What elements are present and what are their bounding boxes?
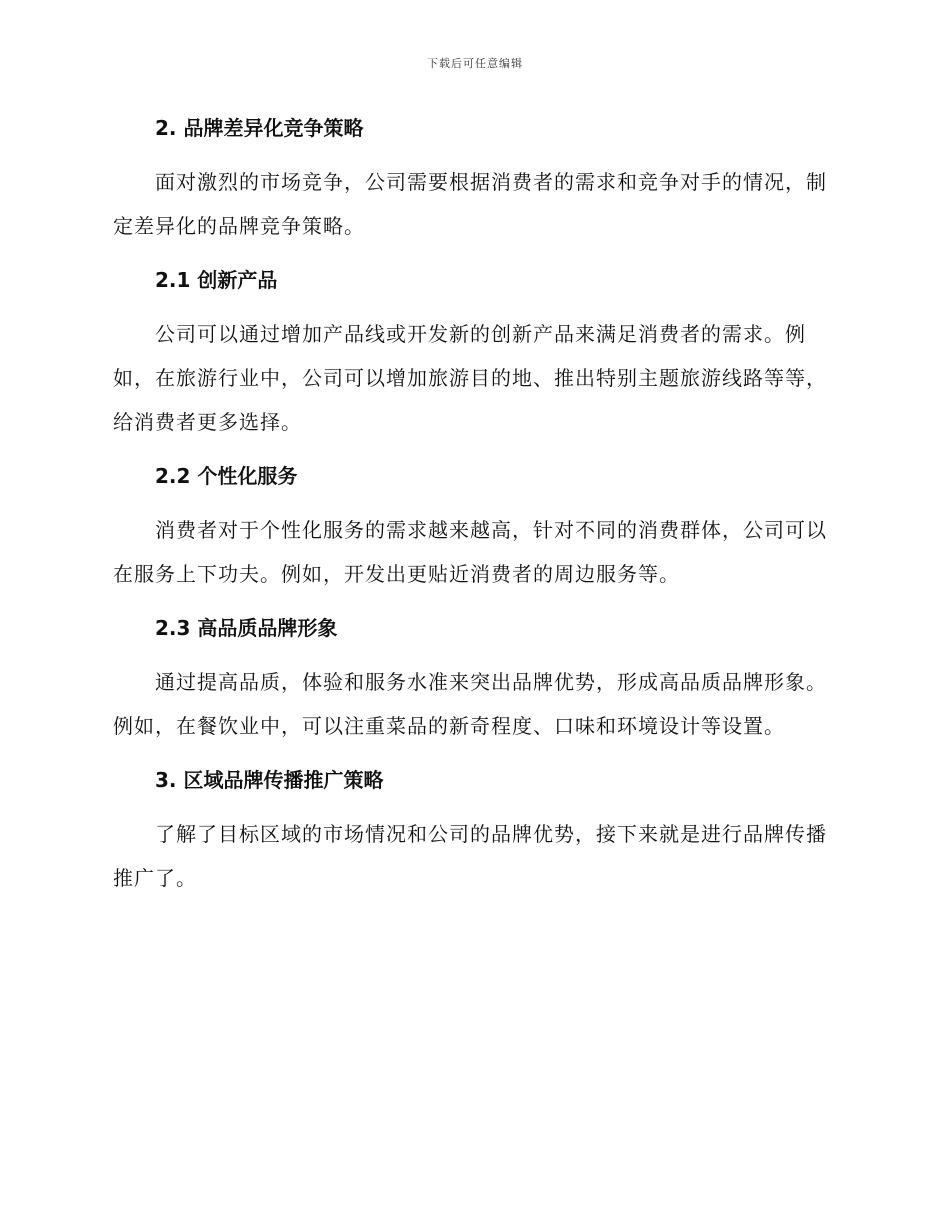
header-note: 下载后可任意编辑 — [427, 57, 523, 70]
section-body-3: 了解了目标区域的市场情况和公司的品牌优势，接下来就是进行品牌传播推广了。 — [113, 822, 827, 890]
section-heading-2-2: 2.2 个性化服务 — [155, 464, 298, 488]
section-heading-3: 3. 区域品牌传播推广策略 — [155, 768, 384, 792]
section-body-2-1: 公司可以通过增加产品线或开发新的创新产品来满足消费者的需求。例如，在旅游行业中，公司可以增加旅游目的地、推出特别主题旅游线路等等，给消费者更多选择。 — [113, 322, 827, 434]
section-heading-2-3: 2.3 高品质品牌形象 — [155, 616, 338, 640]
document-content — [113, 110, 833, 900]
section-body-2-3: 通过提高品质，体验和服务水准来突出品牌优势，形成高品质品牌形象。例如，在餐饮业中，可以注重菜品的新奇程度、口味和环境设计等设置。 — [113, 670, 827, 738]
section-heading-2-1: 2.1 创新产品 — [155, 268, 278, 292]
section-body-2-2: 消费者对于个性化服务的需求越来越高，针对不同的消费群体，公司可以在服务上下功夫。例如，开发出更贴近消费者的周边服务等。 — [113, 518, 827, 586]
section-heading-2: 2. 品牌差异化竞争策略 — [155, 116, 364, 140]
section-body-2: 面对激烈的市场竞争，公司需要根据消费者的需求和竞争对手的情况，制定差异化的品牌竞争策略。 — [113, 170, 827, 238]
